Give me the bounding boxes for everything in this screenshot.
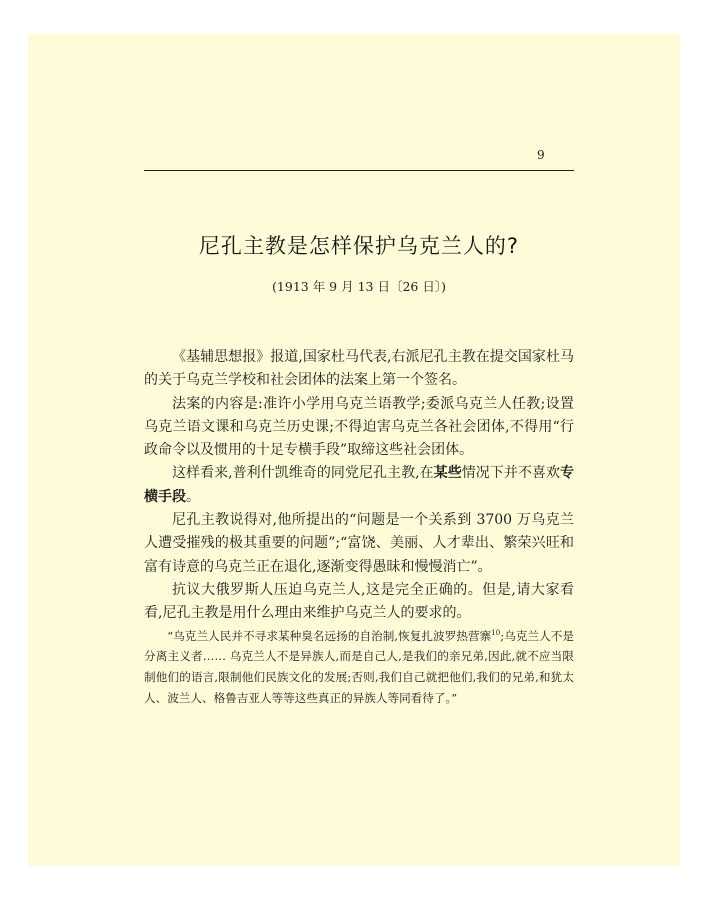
- paragraph-1: 《基辅思想报》报道,国家杜马代表,右派尼孔主教在提交国家杜马的关于乌克兰学校和社会团体的法案上第一个签名。: [144, 349, 574, 389]
- block-quote: [144, 626, 574, 709]
- paragraph-3: [144, 462, 574, 509]
- paragraph-3-text-c: 。: [186, 488, 200, 505]
- quote-text-a: “乌克兰人民并不寻求某种臭名远扬的自治制,恢复扎波罗热营寨: [167, 628, 492, 643]
- article-body: [144, 346, 574, 709]
- paragraph-3-emphasis-b: 专横手段: [144, 465, 574, 505]
- paragraph-4: 尼孔主教说得对,他所提出的“问题是一个关系到 3700 万乌克兰人遭受摧残的极其重要的问题”;“富饶、美丽、人才辈出、繁荣兴旺和富有诗意的乌克兰正在退化,逐渐变得愚昧和慢慢消亡”。: [144, 512, 574, 575]
- footnote-marker[interactable]: 10: [491, 628, 501, 637]
- article-date: (1913 年 9 月 13 日〔26 日〕): [272, 279, 446, 294]
- header-rule: [144, 170, 574, 171]
- page-number: 9: [537, 148, 545, 162]
- quote-text-b: ;乌克兰人不是分离主义者…… 乌克兰人不是异族人,而是自己人,是我们的亲兄弟,因此,就不应当限制他们的语言,限制他们民族文化的发展;否则,我们自己就把他们,我们的兄弟,和犹太人、波兰人、格鲁吉亚人等等这些真正的异族人等同看待了。”: [144, 628, 574, 705]
- paragraph-3-text-a: 这样看来,普利什凯维奇的同党尼孔主教,在: [172, 465, 434, 482]
- paragraph-3-emphasis-a: 某些: [433, 465, 462, 482]
- paragraph-5: 抗议大俄罗斯人压迫乌克兰人,这是完全正确的。但是,请大家看看,尼孔主教是用什么理由来维护乌克兰人的要求的。: [144, 581, 574, 622]
- paragraph-3-text-b: 情况下并不喜欢: [461, 465, 560, 482]
- article-title: 尼孔主教是怎样保护乌克兰人的?: [198, 234, 520, 258]
- paragraph-2: 法案的内容是:准许小学用乌克兰语教学;委派乌克兰人任教;设置乌克兰语文课和乌克兰历史课;不得迫害乌克兰各社会团体,不得用“行政命令以及惯用的十足专横手段”取缔这些社会团体。: [144, 395, 574, 459]
